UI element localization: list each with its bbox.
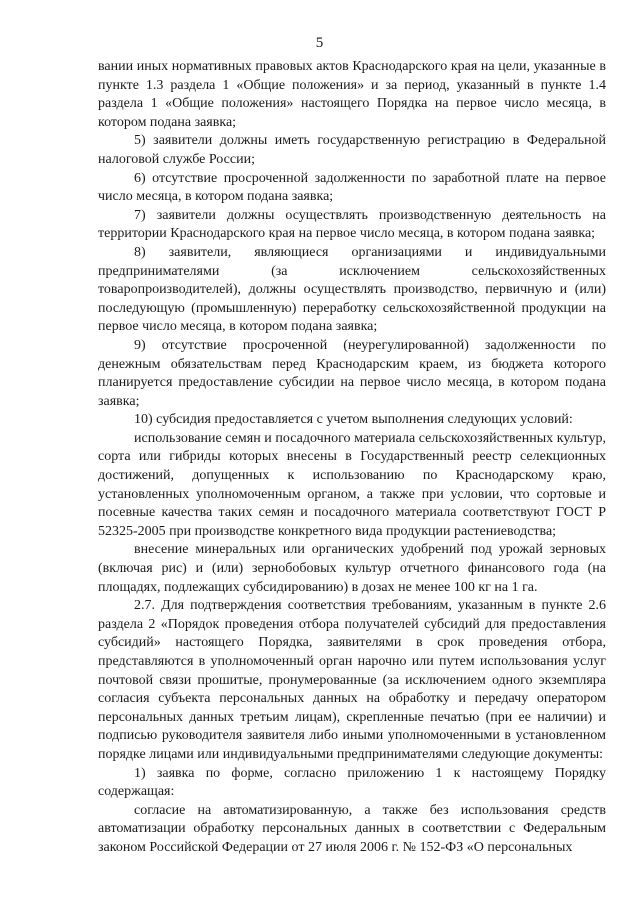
paragraph: 1) заявка по форме, согласно приложению 1 к настоящему Порядку содержащая:: [98, 765, 606, 800]
paragraph: 8) заявители, являющиеся организациями и индивидуальными предпринимателями (за исключением сельскохозяйственных товаропроизводителей), должны осуществлять производство, первичную и (или) последующую (промышленную) переработку сельскохозяйственной продукции на первое число месяца, в котором подана заявка;: [98, 244, 606, 335]
paragraph: вании иных нормативных правовых актов Краснодарского края на цели, указанные в пункте 1.3 раздела 1 «Общие положения» и за период, указанный в пункте 1.4 раздела 1 «Общие положения» настоящего Порядка на первое число месяца, в котором подана заявка;: [98, 59, 606, 130]
paragraph: использование семян и посадочного материала сельскохозяйственных культур, сорта или гибриды которых внесены в Государственный реестр селекционных достижений, допущенных к использованию по Краснодарскому краю, установленных уполномоченным органом, а также при условии, что сортовые и посевные качества таких семян и посадочного материала соответствуют ГОСТ Р 52325-2005 при производстве конкретного вида продукции растениеводства;: [98, 430, 606, 539]
paragraph: внесение минеральных или органических удобрений под урожай зерновых (включая рис) и (или) зернобобовых культур отчетного финансового года (на площадях, подлежащих субсидированию) в дозах не менее 100 кг на 1 га.: [98, 542, 606, 595]
paragraph: 10) субсидия предоставляется с учетом выполнения следующих условий:: [134, 412, 573, 428]
paragraph: 5) заявители должны иметь государственную регистрацию в Федеральной налоговой службе России;: [98, 133, 606, 167]
paragraph: 2.7. Для подтверждения соответствия требованиям, указанным в пункте 2.6 раздела 2 «Порядок проведения отбора получателей субсидий для предоставления субсидий» настоящего Порядка, заявителями в срок проведения отбора, представляются в уполномоченный орган нарочно или путем использования услуг почтовой связи прошитые, пронумерованные (за исключением одного экземпляра согласия субъекта персональных данных на обработку и передачу оператором персональных данных третьим лицам), скрепленные печатью (при ее наличии) и подписью руководителя заявителя либо иными уполномоченными в установленном порядке лицами или индивидуальными предпринимателями следующие документы:: [98, 598, 606, 762]
paragraph: согласие на автоматизированную, а также без использования средств автоматизации обработку персональных данных в соответствии с Федеральным законом Российской Федерации от 27 июля 2006 г. № 152-ФЗ «О персональных: [98, 802, 606, 855]
paragraph: 6) отсутствие просроченной задолженности по заработной плате на первое число месяца, в котором подана заявка;: [98, 170, 606, 205]
page-number: 5: [315, 35, 324, 51]
paragraph: 9) отсутствие просроченной (неурегулированной) задолженности по денежным обязательствам перед Краснодарским краем, из бюджета которого планируется предоставление субсидии на первое число месяца, в котором подана заявка;: [98, 337, 606, 409]
body-text: [98, 58, 606, 858]
paragraph: 7) заявители должны осуществлять производственную деятельность на территории Краснодарского края на первое число месяца, в котором подана заявка;: [98, 207, 606, 242]
